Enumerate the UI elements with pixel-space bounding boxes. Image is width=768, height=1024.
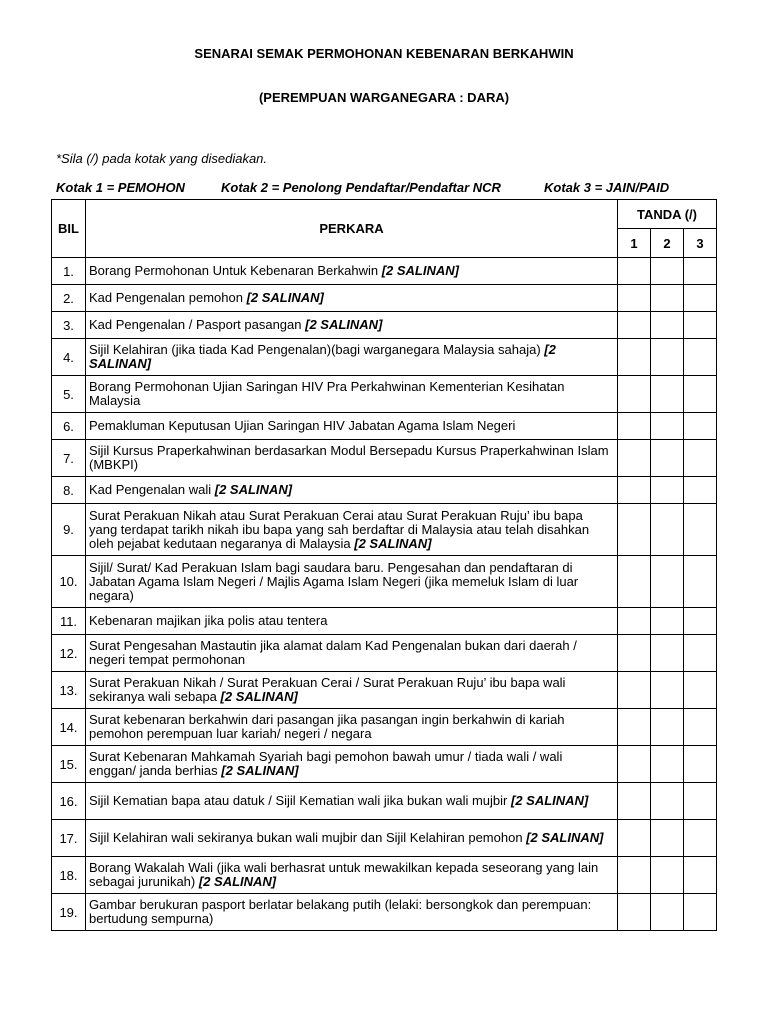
kotak-1-legend: Kotak 1 = PEMOHON <box>56 180 185 195</box>
tick-box-2[interactable] <box>651 709 684 746</box>
document-subtitle: (PEREMPUAN WARGANEGARA : DARA) <box>258 90 510 105</box>
tick-box-3[interactable] <box>684 635 717 672</box>
tick-box-3[interactable] <box>684 413 717 440</box>
table-row <box>52 820 717 857</box>
table-row <box>52 746 717 783</box>
tick-box-2[interactable] <box>651 477 684 504</box>
tick-box-2[interactable] <box>651 746 684 783</box>
document-title: SENARAI SEMAK PERMOHONAN KEBENARAN BERKAHWIN <box>194 46 574 61</box>
tick-box-2[interactable] <box>651 504 684 556</box>
tick-box-1[interactable] <box>618 339 651 376</box>
tick-box-3[interactable] <box>684 672 717 709</box>
row-item <box>86 556 618 608</box>
tick-box-2[interactable] <box>651 635 684 672</box>
table-row <box>52 635 717 672</box>
row-number: 10. <box>52 556 86 608</box>
item-text: Borang Wakalah Wali (jika wali berhasrat untuk mewakilkan kepada seseorang yang lain sebagai jurunikah) <box>89 860 599 889</box>
item-text: Surat Perakuan Nikah atau Surat Perakuan Cerai atau Surat Perakuan Ruju’ ibu bapa yang terdapat tarikh nikah ibu bapa yang sah berdaftar di Malaysia atau telah disahkan oleh pejabat kedutaan negaranya di Malaysia <box>89 507 590 551</box>
tick-box-2[interactable] <box>651 258 684 285</box>
item-text: Sijil Kelahiran wali sekiranya bukan wali mujbir dan Sijil Kelahiran pemohon <box>89 830 527 845</box>
row-number: 11. <box>52 608 86 635</box>
tick-box-1[interactable] <box>618 820 651 857</box>
header-tanda: TANDA (/) <box>618 200 717 229</box>
table-row <box>52 376 717 413</box>
item-text: Kad Pengenalan pemohon <box>89 290 247 305</box>
kotak-2-legend: Kotak 2 = Penolong Pendaftar/Pendaftar NCR <box>221 180 501 195</box>
tick-box-3[interactable] <box>684 894 717 931</box>
tick-box-2[interactable] <box>651 413 684 440</box>
tick-box-1[interactable] <box>618 477 651 504</box>
tick-box-2[interactable] <box>651 376 684 413</box>
row-number: 5. <box>52 376 86 413</box>
tick-box-1[interactable] <box>618 413 651 440</box>
row-number: 3. <box>52 312 86 339</box>
tick-box-1[interactable] <box>618 285 651 312</box>
table-row <box>52 477 717 504</box>
copy-count: [2 SALINAN] <box>198 874 277 889</box>
tick-box-3[interactable] <box>684 709 717 746</box>
kotak-3-legend: Kotak 3 = JAIN/PAID <box>544 180 670 195</box>
row-item <box>86 672 618 709</box>
tick-box-1[interactable] <box>618 894 651 931</box>
tick-box-3[interactable] <box>684 820 717 857</box>
tick-box-3[interactable] <box>684 258 717 285</box>
row-item <box>86 635 618 672</box>
tick-box-3[interactable] <box>684 556 717 608</box>
copy-count: [2 SALINAN] <box>354 535 432 551</box>
tick-box-1[interactable] <box>618 746 651 783</box>
table-row <box>52 339 717 376</box>
tick-box-3[interactable] <box>684 504 717 556</box>
table-row <box>52 413 717 440</box>
item-text: Borang Permohonan Ujian Saringan HIV Pra Perkahwinan Kementerian Kesihatan Malaysia <box>89 379 565 408</box>
table-row <box>52 556 717 608</box>
tick-box-3[interactable] <box>684 285 717 312</box>
row-number: 4. <box>52 339 86 376</box>
tick-box-2[interactable] <box>651 440 684 477</box>
table-row <box>52 504 717 556</box>
copy-count: [2 SALINAN] <box>89 342 556 371</box>
checklist-rows <box>52 258 717 931</box>
tick-box-2[interactable] <box>651 857 684 894</box>
row-number: 16. <box>52 783 86 820</box>
row-item <box>86 477 618 504</box>
row-number: 14. <box>52 709 86 746</box>
tick-box-2[interactable] <box>651 783 684 820</box>
table-row <box>52 857 717 894</box>
row-item <box>86 608 618 635</box>
copy-count: [2 SALINAN] <box>305 317 383 332</box>
row-number: 7. <box>52 440 86 477</box>
row-item <box>86 312 618 339</box>
tick-box-2[interactable] <box>651 285 684 312</box>
row-number: 6. <box>52 413 86 440</box>
row-item <box>86 258 618 285</box>
tick-box-1[interactable] <box>618 504 651 556</box>
table-row <box>52 440 717 477</box>
item-text: Surat Kebenaran Mahkamah Syariah bagi pemohon bawah umur / tiada wali / wali enggan/ janda berhias <box>89 749 563 778</box>
row-number: 15. <box>52 746 86 783</box>
tick-box-1[interactable] <box>618 608 651 635</box>
tick-box-2[interactable] <box>651 894 684 931</box>
tick-box-2[interactable] <box>651 672 684 709</box>
table-row <box>52 894 717 931</box>
copy-count: [2 SALINAN] <box>381 263 459 278</box>
item-text: Sijil Kursus Praperkahwinan berdasarkan Modul Bersepadu Kursus Praperkahwinan Islam (MBKPI) <box>89 443 609 472</box>
row-item <box>86 820 618 857</box>
table-row <box>52 258 717 285</box>
row-item <box>86 285 618 312</box>
tick-box-1[interactable] <box>618 440 651 477</box>
copy-count: [2 SALINAN] <box>214 482 293 497</box>
table-row <box>52 608 717 635</box>
table-row <box>52 783 717 820</box>
item-text: Gambar berukuran pasport berlatar belakang putih (lelaki: bersongkok dan perempuan: bertudung sempurna) <box>89 897 592 926</box>
header-tick-3: 3 <box>684 229 717 258</box>
tick-box-2[interactable] <box>651 608 684 635</box>
tick-box-1[interactable] <box>618 672 651 709</box>
item-text: Sijil/ Surat/ Kad Perakuan Islam bagi saudara baru. Pengesahan dan pendaftaran di Jabatan Agama Islam Negeri / Majlis Agama Islam Negeri (jika memeluk Islam di luar negara) <box>89 559 579 603</box>
row-item <box>86 413 618 440</box>
tick-box-1[interactable] <box>618 312 651 339</box>
tick-box-2[interactable] <box>651 556 684 608</box>
item-text: Surat kebenaran berkahwin dari pasangan jika pasangan ingin berkahwin di kariah pemohon perempuan luar kariah/ negeri / negara <box>89 712 565 741</box>
row-number: 9. <box>52 504 86 556</box>
row-number: 2. <box>52 285 86 312</box>
tick-box-3[interactable] <box>684 376 717 413</box>
tick-box-3[interactable] <box>684 440 717 477</box>
item-text: Surat Pengesahan Mastautin jika alamat dalam Kad Pengenalan bukan dari daerah / negeri tempat permohonan <box>89 638 577 667</box>
row-item <box>86 339 618 376</box>
item-text: Kebenaran majikan jika polis atau tentera <box>89 613 328 628</box>
tick-box-3[interactable] <box>684 477 717 504</box>
tick-box-1[interactable] <box>618 857 651 894</box>
tick-box-2[interactable] <box>651 312 684 339</box>
item-text: Sijil Kematian bapa atau datuk / Sijil Kematian wali jika bukan wali mujbir <box>89 793 511 808</box>
copy-count: [2 SALINAN] <box>246 290 324 305</box>
item-text: Pemakluman Keputusan Ujian Saringan HIV Jabatan Agama Islam Negeri <box>89 418 516 433</box>
table-row <box>52 709 717 746</box>
row-item <box>86 746 618 783</box>
row-number: 8. <box>52 477 86 504</box>
table-row <box>52 285 717 312</box>
table-row <box>52 312 717 339</box>
copy-count: [2 SALINAN] <box>221 763 299 778</box>
row-item <box>86 504 618 556</box>
item-text: Surat Perakuan Nikah / Surat Perakuan Cerai / Surat Perakuan Ruju’ ibu bapa wali sekiranya wali sebapa <box>89 675 566 704</box>
tick-box-3[interactable] <box>684 857 717 894</box>
row-item <box>86 376 618 413</box>
table-row <box>52 672 717 709</box>
tick-box-1[interactable] <box>618 709 651 746</box>
row-number: 12. <box>52 635 86 672</box>
header-tick-1: 1 <box>618 229 651 258</box>
row-item <box>86 440 618 477</box>
tick-box-3[interactable] <box>684 783 717 820</box>
row-item <box>86 894 618 931</box>
row-item <box>86 709 618 746</box>
item-text: Kad Pengenalan / Pasport pasangan <box>89 317 306 332</box>
row-number: 1. <box>52 258 86 285</box>
tick-box-1[interactable] <box>618 556 651 608</box>
item-text: Sijil Kelahiran (jika tiada Kad Pengenalan)(bagi warganegara Malaysia sahaja) <box>89 342 545 357</box>
tick-box-1[interactable] <box>618 783 651 820</box>
copy-count: [2 SALINAN] <box>220 689 298 704</box>
item-text: Kad Pengenalan wali <box>89 482 215 497</box>
tick-box-3[interactable] <box>684 339 717 376</box>
item-text: Borang Permohonan Untuk Kebenaran Berkahwin <box>89 263 382 278</box>
tick-box-1[interactable] <box>618 376 651 413</box>
tick-box-1[interactable] <box>618 258 651 285</box>
header-bil: BIL <box>52 200 86 258</box>
row-number: 18. <box>52 857 86 894</box>
row-number: 17. <box>52 820 86 857</box>
row-number: 13. <box>52 672 86 709</box>
tick-box-3[interactable] <box>684 746 717 783</box>
instruction-text: *Sila (/) pada kotak yang disediakan. <box>56 151 268 166</box>
tick-box-2[interactable] <box>651 820 684 857</box>
copy-count: [2 SALINAN] <box>526 830 604 845</box>
row-number: 19. <box>52 894 86 931</box>
copy-count: [2 SALINAN] <box>511 793 589 808</box>
tick-box-3[interactable] <box>684 608 717 635</box>
tick-box-2[interactable] <box>651 339 684 376</box>
header-tick-2: 2 <box>651 229 684 258</box>
header-perkara: PERKARA <box>86 200 618 258</box>
checklist-table <box>51 199 717 931</box>
tick-box-1[interactable] <box>618 635 651 672</box>
tick-box-3[interactable] <box>684 312 717 339</box>
row-item <box>86 783 618 820</box>
row-item <box>86 857 618 894</box>
